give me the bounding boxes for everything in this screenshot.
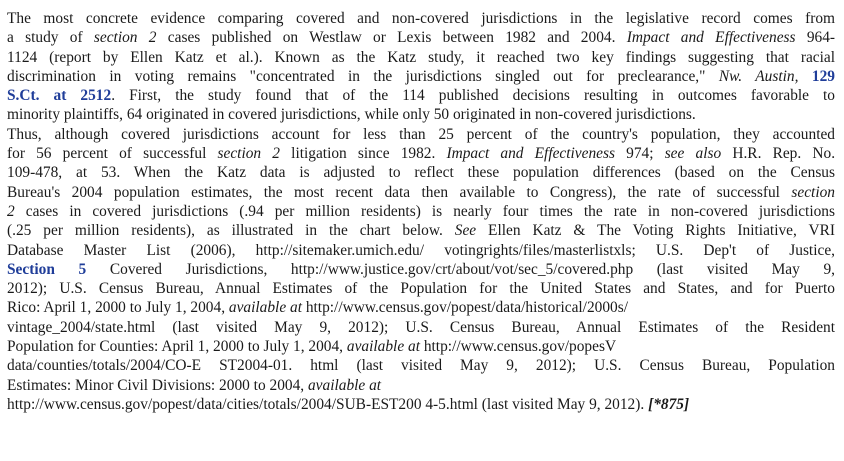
text-segment: for 56 percent of successful (7, 145, 218, 163)
text-line (7, 9, 835, 28)
text-line (7, 163, 835, 182)
text-line (7, 241, 835, 260)
text-segment: 2012); U.S. Census Bureau, Annual Estimates of the Population for the United States and States, and for Puerto (7, 280, 835, 298)
text-segment: H.R. Rep. No. (721, 145, 836, 163)
text-line (7, 144, 835, 163)
text-segment: http://www.census.gov/popest/data/cities/totals/2004/SUB-EST200 4-5.html (last visited May 9, 2012). (7, 395, 649, 413)
italic-text: available at (228, 299, 302, 317)
italic-text: 2 (7, 202, 15, 220)
text-line (7, 395, 835, 414)
text-segment: http://www.census.gov/popest/data/historical/2000s/ (301, 299, 628, 317)
text-line (7, 356, 835, 375)
text-segment: Database Master List (2006), http://sitemaker.umich.edu/ votingrights/files/masterlistxls; U.S. Dep't of Justice, (7, 241, 835, 259)
text-segment: (.25 per million residents), as illustrated in the chart below. (7, 222, 455, 240)
text-line (7, 298, 835, 317)
text-line (7, 337, 835, 356)
text-segment: http://www.census.gov/popesV (419, 338, 617, 356)
text-segment: a study of (7, 29, 94, 47)
citation-link-section-5[interactable]: Section 5 (7, 260, 87, 278)
italic-text: section 2 (93, 29, 157, 47)
text-line (7, 279, 835, 298)
italic-text: Impact and Effectiveness (626, 29, 796, 47)
text-line (7, 86, 835, 105)
legal-opinion-paragraph (7, 9, 835, 414)
text-line (7, 67, 835, 86)
italic-text: see also (664, 145, 722, 163)
italic-text: available at (307, 376, 382, 394)
italic-text: Impact and Effectiveness (446, 145, 615, 163)
citation-link-sct-2512[interactable]: S.Ct. at 2512 (7, 87, 112, 105)
text-line (7, 202, 835, 221)
citation-link-129[interactable]: 129 (811, 67, 835, 85)
text-segment: Bureau's 2004 population estimates, the most recent data then available to Congress), the rate of successful (7, 183, 792, 201)
text-segment: The most concrete evidence comparing covered and non-covered jurisdictions in the legislative record comes from (7, 10, 835, 27)
text-segment: . First, the study found that of the 114 published decisions resulting in outcomes favorable to (111, 87, 836, 105)
text-line (7, 260, 835, 279)
text-segment: 964- (795, 29, 836, 47)
text-segment: cases in covered jurisdictions (.94 per million residents) is nearly four times the rate in non-covered jurisdictions (14, 202, 835, 220)
text-line (7, 28, 835, 47)
text-segment: litigation since 1982. (280, 145, 447, 163)
text-line (7, 183, 835, 202)
text-segment (798, 68, 811, 85)
text-segment: Thus, although covered jurisdictions account for less than 25 percent of the country's population, they accounted (7, 125, 835, 143)
italic-text: available at (346, 338, 420, 356)
italic-text: section 2 (217, 145, 280, 163)
text-line (7, 376, 835, 395)
text-segment: Population for Counties: April 1, 2000 to July 1, 2004, (7, 338, 347, 356)
text-segment: cases published on Westlaw or Lexis between 1982 and 2004. (156, 29, 627, 47)
text-segment: minority plaintiffs, 64 originated in covered jurisdictions, while only 50 originated in non-covered jurisdictions. (7, 106, 696, 124)
text-segment: data/counties/totals/2004/CO-E ST2004-01. html (last visited May 9, 2012); U.S. Census Bureau, Population (7, 357, 835, 375)
text-line (7, 318, 835, 337)
text-line (7, 105, 835, 124)
italic-text: Nw. Austin, (718, 67, 799, 85)
star-page-marker: [*875] (648, 395, 690, 413)
text-line (7, 221, 835, 240)
text-segment: Rico: April 1, 2000 to July 1, 2004, (7, 299, 229, 317)
italic-text: See (454, 222, 477, 240)
italic-text: section (791, 183, 835, 201)
text-segment: vintage_2004/state.html (last visited May 9, 2012); U.S. Census Bureau, Annual Estimates of the Resident (7, 318, 835, 336)
text-segment: 1124 (report by Ellen Katz et al.). Known as the Katz study, it reached two key findings suggesting that racial (7, 48, 835, 66)
text-line (7, 125, 835, 144)
text-segment: discrimination in voting remains "concentrated in the jurisdictions singled out for preclearance," (7, 67, 719, 85)
text-segment: Estimates: Minor Civil Divisions: 2000 to 2004, (7, 376, 308, 394)
text-segment: Covered Jurisdictions, http://www.justice.gov/crt/about/vot/sec_5/covered.php (last visited May 9, (86, 260, 835, 278)
text-line (7, 48, 835, 67)
text-segment: Ellen Katz & The Voting Rights Initiative, VRI (476, 222, 835, 240)
text-segment: 109-478, at 53. When the Katz data is adjusted to reflect these population differences (based on the Census (7, 164, 835, 182)
text-segment: 974; (614, 145, 665, 163)
